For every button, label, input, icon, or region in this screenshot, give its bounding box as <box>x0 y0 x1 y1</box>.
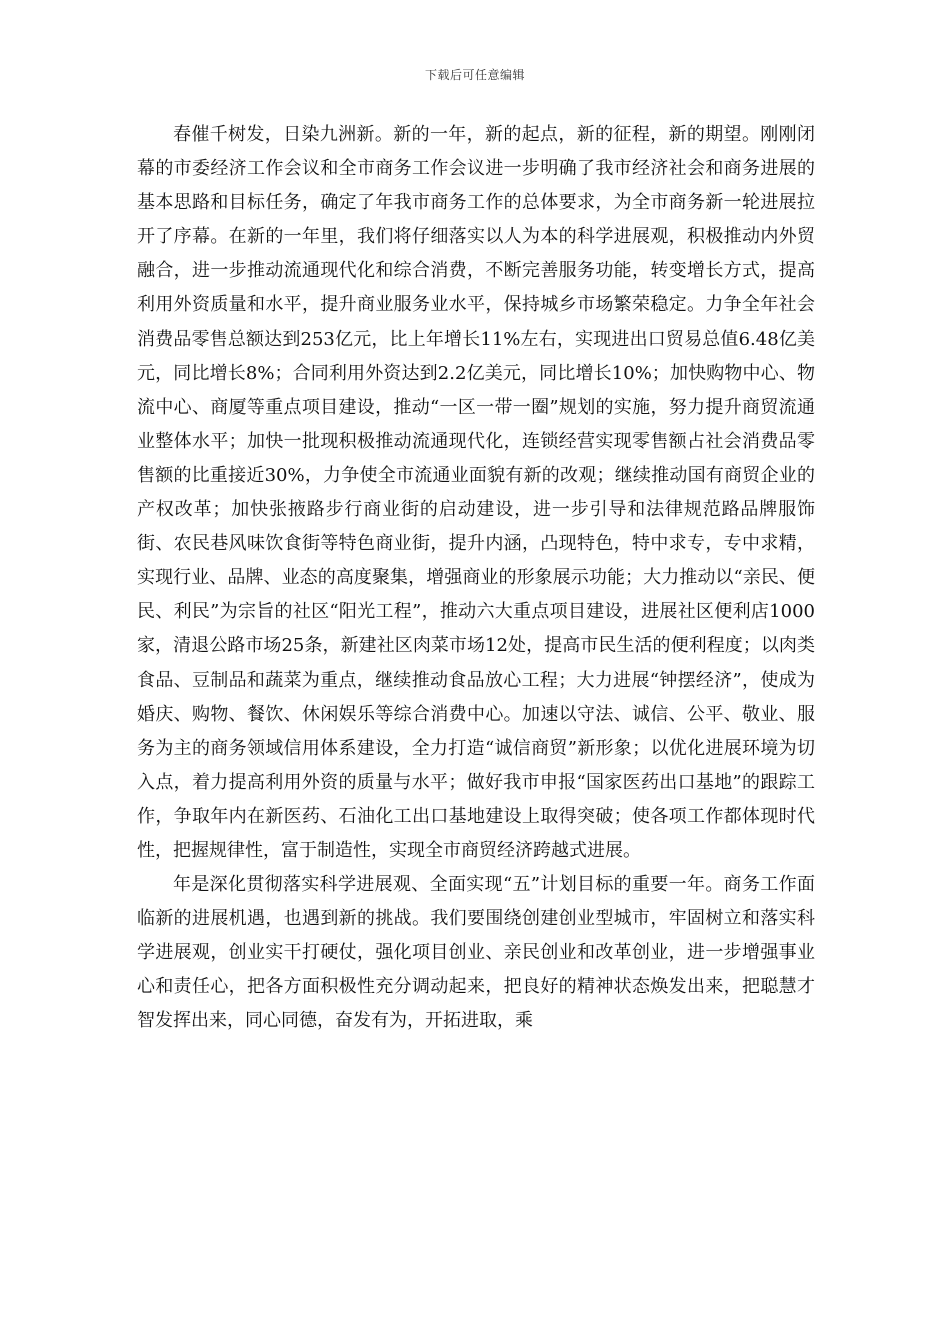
page-header: 下载后可任意编辑 <box>424 68 525 82</box>
document-body <box>137 118 815 1039</box>
paragraph-2: 年是深化贯彻落实科学进展观、全面实现“五”计划目标的重要一年。商务工作面临新的进展机遇，也遇到新的挑战。我们要围绕创建创业型城市，牢固树立和落实科学进展观，创业实干打硬仗，强化项目创业、亲民创业和改革创业，进一步增强事业心和责任心，把各方面积极性充分调动起来，把良好的精神状态焕发出来，把聪慧才智发挥出来，同心同德，奋发有为，开拓进取，乘 <box>137 874 815 1032</box>
paragraph-1: 春催千树发，日染九洲新。新的一年，新的起点，新的征程，新的期望。刚刚闭幕的市委经济工作会议和全市商务工作会议进一步明确了我市经济社会和商务进展的基本思路和目标任务，确定了年我市商务工作的总体要求，为全市商务新一轮进展拉开了序幕。在新的一年里，我们将仔细落实以人为本的科学进展观，积极推动内外贸融合，进一步推动流通现代化和综合消费，不断完善服务功能，转变增长方式，提高利用外资质量和水平，提升商业服务业水平，保持城乡市场繁荣稳定。力争全年社会消费品零售总额达到253亿元，比上年增长11%左右，实现进出口贸易总值6.48亿美元，同比增长8%；合同利用外资达到2.2亿美元，同比增长10%；加快购物中心、物流中心、商厦等重点项目建设，推动“一区一带一圈”规划的实施，努力提升商贸流通业整体水平；加快一批现积极推动流通现代化，连锁经营实现零售额占社会消费品零售额的比重接近30%，力争使全市流通业面貌有新的改观；继续推动国有商贸企业的产权改革；加快张掖路步行商业街的启动建设，进一步引导和法律规范路品牌服饰街、农民巷风味饮食街等特色商业街，提升内涵，凸现特色，特中求专，专中求精，实现行业、品牌、业态的高度聚集，增强商业的形象展示功能；大力推动以“亲民、便民、利民”为宗旨的社区“阳光工程”，推动六大重点项目建设，进展社区便利店1000家，清退公路市场25条，新建社区肉菜市场12处，提高市民生活的便利程度；以肉类食品、豆制品和蔬菜为重点，继续推动食品放心工程；大力进展“钟摆经济”，使成为婚庆、购物、餐饮、休闲娱乐等综合消费中心。加速以守法、诚信、公平、敬业、服务为主的商务领域信用体系建设，全力打造“诚信商贸”新形象；以优化进展环境为切入点，着力提高利用外资的质量与水平；做好我市申报“国家医药出口基地”的跟踪工作，争取年内在新医药、石油化工出口基地建设上取得突破；使各项工作都体现时代性，把握规律性，富于制造性，实现全市商贸经济跨越式进展。 <box>137 124 815 861</box>
